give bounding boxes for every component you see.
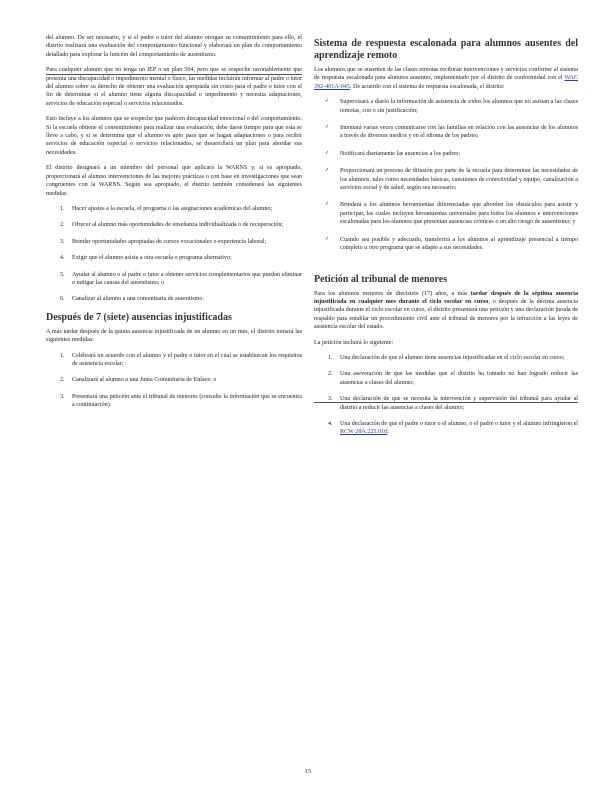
list-number: 4.	[60, 255, 65, 262]
bullet-icon: ✓	[325, 236, 330, 242]
petition-intro-text: Para los alumnos menores de diecisiete (17) años, a más	[314, 290, 468, 297]
paragraph-fifth-absence: A más tardar después de la quinta ausencia injustificada de un alumno en un mes, el distrito tomará las siguientes medidas:	[46, 328, 302, 344]
petition-intro-bold: tardar después de la séptima ausencia injustificada en cualquier mes durante el ciclo escolar en curso	[314, 290, 578, 305]
bullet-text: Brindará a los alumnos herramientas diferenciadas que aborden los obstáculos para asistir y participar, las cuales incluyen herramientas universales para todos los alumnos e intervenciones escalonadas para los alumnos que presentan ausencias crónicas o un alto riesgo de ausentismo; y	[340, 202, 578, 226]
left-column	[46, 34, 302, 418]
list-number: 4.	[328, 420, 333, 427]
paragraph-disability-evaluation: Para cualquier alumno que no tenga un IEP o un plan 504, pero que se sospeche razonablemente que presenta una discapacidad o impedimento mental o físico, las medidas incluirán informar al padre o tutor del alumno sobre su derecho de obtener una evaluación apropiada sin costo para el padre o tutor con el fin de determinar si el alumno tiene alguna discapacidad o impedimento y necesita adaptaciones, servicios de educación especial o servicios relacionados.	[46, 67, 302, 107]
list-number: 1.	[60, 352, 65, 359]
rcw-link[interactable]: RCW 28A.225.010	[340, 429, 388, 436]
list-number: 2.	[60, 222, 65, 229]
divider-line	[314, 402, 578, 403]
list-item-text: Una declaración de que se necesita la intervención y supervisión del tribunal para ayudar al distrito a reducir las ausencias a clases del alumno;	[340, 396, 578, 411]
list-item-tail: ;	[387, 429, 389, 436]
list-number: 2.	[60, 377, 65, 384]
list-item	[46, 271, 302, 288]
list-number: 1.	[60, 205, 65, 212]
paragraph-warns-staff: El distrito designará a un miembro del personal que aplicará la WARNS y, si es apropiado, proporcionará al alumno intervenciones de las mejores prácticas o con base en investigaciones que sean congruentes con la WARNS. Según sea apropiado, el distrito también considerará las siguientes medidas:	[46, 165, 302, 197]
list-item	[314, 370, 578, 387]
list-item-text: Una declaración de que el alumno tiene ausencias injustificadas en el ciclo escolar en curso;	[340, 354, 565, 361]
list-item	[46, 295, 302, 303]
bullet-icon: ✓	[325, 168, 330, 174]
list-item	[314, 395, 578, 412]
fifth-absence-measures-list	[46, 352, 302, 410]
bullet-item	[314, 150, 578, 158]
remote-measures-list	[314, 98, 578, 252]
list-number: 3.	[60, 238, 65, 245]
list-number: 2.	[328, 371, 333, 378]
list-item-text: Brindar oportunidades apropiadas de cursos vocacionales o experiencia laboral;	[72, 238, 267, 245]
list-item-text: Ofrecer al alumno más oportunidades de enseñanza individualizada o de recuperación;	[72, 222, 284, 229]
right-column	[314, 34, 578, 445]
paragraph-remote-intro	[314, 66, 578, 91]
list-item	[46, 376, 302, 384]
list-item	[46, 393, 302, 410]
bullet-icon: ✓	[325, 125, 330, 131]
bullet-item	[314, 201, 578, 226]
bullet-item	[314, 98, 578, 115]
list-item	[314, 354, 578, 362]
list-number: 1.	[328, 354, 333, 361]
petition-intro-tail: , o después de la décima ausencia injustificada durante el ciclo escolar en curso, el distrito presentará una petición y una declaración jurada de respaldo para entablar un procedimiento civil ante el tribunal de menores por la infracción a las leyes de asistencia escolar del estado.	[314, 298, 578, 331]
heading-juvenile-court-petition: Petición al tribunal de menores	[314, 273, 448, 285]
list-item-text: Hacer ajustes a la escuela, el programa o las asignaciones académicas del alumno;	[72, 205, 273, 212]
bullet-icon: ✓	[325, 150, 330, 156]
remote-intro-text: Los alumnos que se ausenten de las clases remotas recibirán intervenciones y servicios conforme al sistema de respuesta escalonada para alumnos ausentes, implementado por el distrito de conformidad con el	[314, 67, 578, 82]
bullet-text: Intentará varias veces comunicarse con las familias en relación con las ausencias de los alumnos a través de diversos medios y en el idioma de los padres;	[340, 125, 578, 140]
wac-link[interactable]: WAC 392-401A-045	[314, 75, 578, 90]
remote-intro-tail: . De acuerdo con el sistema de respuesta escalonada, el distrito:	[349, 83, 505, 90]
paragraph-behavior-evaluation: del alumno. De ser necesario, y si el padre o tutor del alumno otorgan su consentimiento para ello, el distrito realizará una evaluación del comportamiento funcional y elaborará un plan de comportamiento detallado para explorar la función del comportamiento de ausentismo.	[46, 35, 302, 58]
list-item-text: Exigir que el alumno asista a otra escuela o programa alternativo;	[72, 255, 232, 262]
bullet-text: Supervisará a diario la información de asistencia de todos los alumnos que no asistan a las clases remotas, con o sin justificación;	[340, 99, 578, 114]
paragraph-emotional-disability: Esto incluye a los alumnos que se sospeche que padecen discapacidad emocional o del comportamiento. Si la escuela obtiene el consentimiento para realizar una evaluación, debe darse tiempo para que esta se lleve a cabo, y si se determina que el alumno es apto para que se hagan adaptaciones o para recibir servicios de educación especial o servicios relacionados, se desarrollará un plan para abordar sus necesidades.	[46, 116, 302, 156]
bullet-item	[314, 167, 578, 192]
bullet-icon: ✓	[325, 202, 330, 208]
bullet-text: Cuando sea posible y adecuado, transferirá a los alumnos al aprendizaje presencial a tiempo completo u otro programa que se adapte a sus necesidades.	[340, 236, 578, 252]
list-item-text: Ayudar al alumno o al padre o tutor a obtener servicios complementarios que puedan eliminar o mitigar las causas del ausentismo; o	[72, 271, 302, 286]
bullet-item	[314, 236, 578, 253]
bullet-item	[314, 124, 578, 141]
list-item	[46, 221, 302, 229]
list-item-text: Una declaración de que el padre o tutor o el alumno, o el padre o tutor y el alumno infringieron el	[340, 420, 578, 427]
list-item	[46, 254, 302, 262]
list-item-text: Canalizar al alumno a una comunitaria de ausentismo.	[72, 296, 204, 303]
measures-list	[46, 205, 302, 304]
list-item-text: Presentará una petición ante el tribunal de menores (consulte la información que se encuentra a continuación).	[72, 393, 302, 409]
list-item	[46, 238, 302, 246]
list-item-text: Canalizará al alumno a una Junta Comunitaria de Enlace; o	[72, 377, 217, 384]
list-item-text: Una aseveración de que las medidas que el distrito ha tomado no han logrado reducir las ausencias a clases del alumno;	[340, 371, 578, 386]
list-item	[314, 420, 578, 437]
heading-remote-learning-system: Sistema de respuesta escalonada para alumnos ausentes del aprendizaje remoto	[314, 38, 578, 61]
paragraph-petition-intro	[314, 290, 578, 332]
list-item	[46, 352, 302, 369]
bullet-text: Proporcionará un proceso de difusión por parte de la escuela para determinar las necesidades de los alumnos, tales como necesidades básicas, cuestiones de conectividad y equipo, canalización a servicios social y de salud, según sea necesario;	[340, 168, 578, 192]
bullet-icon: ✓	[325, 99, 330, 105]
list-number: 6.	[60, 296, 65, 303]
list-number: 3.	[328, 396, 333, 403]
heading-after-seven-absences: Después de 7 (siete) ausencias injustificadas	[46, 311, 232, 323]
page-number: 15	[304, 768, 312, 775]
petition-contents-list	[314, 354, 578, 437]
divider-line	[46, 74, 302, 75]
list-item-text: Celebrará un acuerdo con el alumno y el padre o tutor en el cual se establezcan los requisitos de asistencia escolar;	[72, 352, 302, 367]
list-number: 5.	[60, 271, 65, 278]
bullet-text: Notificará diariamente las ausencias a los padres;	[340, 150, 461, 157]
paragraph-petition-includes: La petición incluirá lo siguiente:	[314, 339, 394, 346]
list-item	[46, 205, 302, 213]
list-number: 3.	[60, 393, 65, 400]
